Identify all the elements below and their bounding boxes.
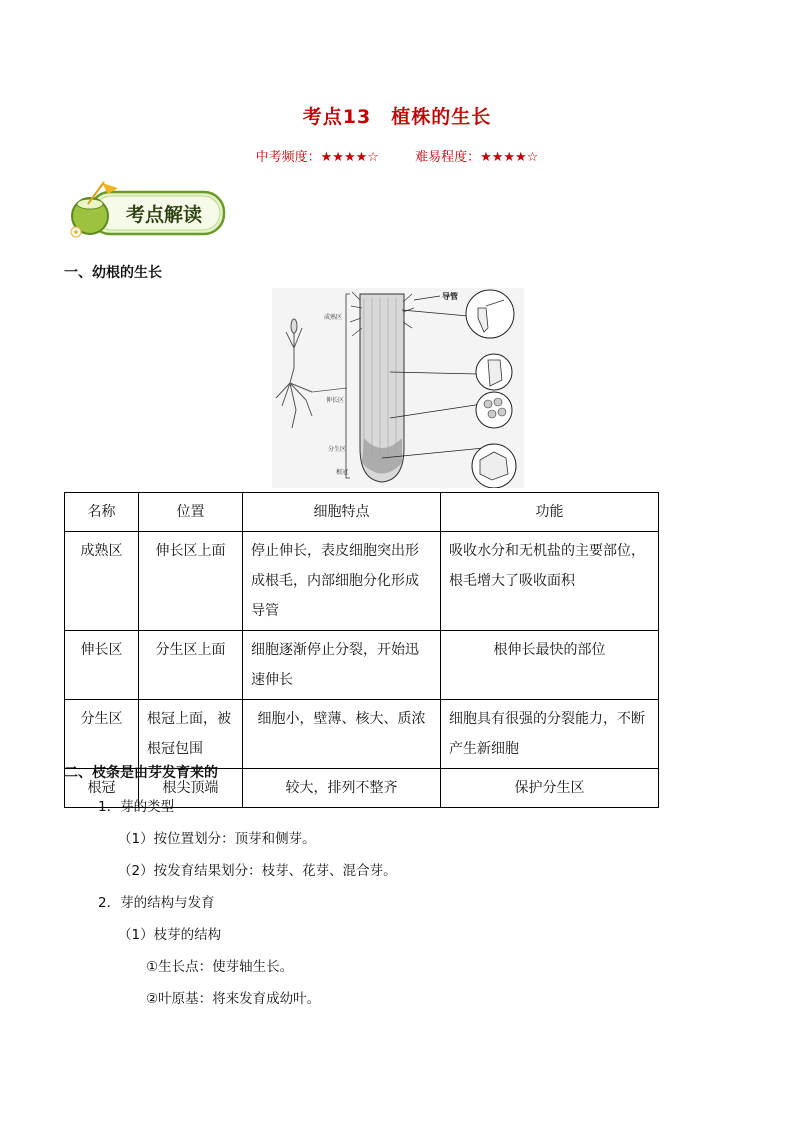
section-heading-1: 一、幼根的生长 xyxy=(64,265,162,281)
list-item: ①生长点：使芽轴生长。 xyxy=(146,959,294,975)
list-item: 1．芽的类型 xyxy=(98,799,175,815)
root-tip-diagram xyxy=(272,288,524,488)
list-item: 2．芽的结构与发育 xyxy=(98,895,215,911)
table-header-row xyxy=(65,493,659,532)
table-cell: 较大，排列不整齐 xyxy=(243,769,441,808)
difficulty-rating: 难易程度：★★★★☆ xyxy=(415,150,539,165)
kaodian-jiedu-badge xyxy=(68,180,228,242)
root-zone-table xyxy=(64,492,659,808)
table-cell: 停止伸长，表皮细胞突出形成根毛，内部细胞分化形成导管 xyxy=(243,532,441,631)
label-chengshu: 成熟区 xyxy=(324,314,343,321)
table-row xyxy=(65,700,659,769)
table-cell: 分生区 xyxy=(65,700,139,769)
table-header: 位置 xyxy=(139,493,243,532)
table-row xyxy=(65,631,659,700)
table-cell: 根尖顶端 xyxy=(139,769,243,808)
table-cell: 成熟区 xyxy=(65,532,139,631)
table-cell: 根冠 xyxy=(65,769,139,808)
section-heading-2: 二、枝条是由芽发育来的 xyxy=(64,765,218,781)
table-cell: 细胞具有很强的分裂能力，不断产生新细胞 xyxy=(441,700,659,769)
table-cell: 细胞小，壁薄、核大、质浓 xyxy=(243,700,441,769)
table-row xyxy=(65,532,659,631)
list-item: （1）枝芽的结构 xyxy=(118,927,222,943)
badge-label: 考点解读 xyxy=(125,204,203,226)
label-daoguan: 导管 xyxy=(442,292,458,301)
label-fensheng: 分生区 xyxy=(328,446,347,453)
table-cell: 细胞逐渐停止分裂，开始迅速伸长 xyxy=(243,631,441,700)
rating-line xyxy=(0,146,794,165)
table-cell: 根冠上面，被根冠包围 xyxy=(139,700,243,769)
list-item: （1）按位置划分：顶芽和侧芽。 xyxy=(118,831,316,847)
table-cell: 保护分生区 xyxy=(441,769,659,808)
table-cell: 分生区上面 xyxy=(139,631,243,700)
table-header: 功能 xyxy=(441,493,659,532)
page-title: 考点13 植株的生长 xyxy=(302,106,492,128)
list-item: （2）按发育结果划分：枝芽、花芽、混合芽。 xyxy=(118,863,397,879)
table-cell: 根伸长最快的部位 xyxy=(441,631,659,700)
table-header: 细胞特点 xyxy=(243,493,441,532)
table-cell: 伸长区上面 xyxy=(139,532,243,631)
label-shenchang: 伸长区 xyxy=(326,397,345,404)
table-header: 名称 xyxy=(65,493,139,532)
table-cell: 伸长区 xyxy=(65,631,139,700)
list-item: ②叶原基：将来发育成幼叶。 xyxy=(146,991,321,1007)
label-genguan: 根冠 xyxy=(336,469,349,476)
frequency-rating: 中考频度：★★★★☆ xyxy=(255,150,379,165)
table-cell: 吸收水分和无机盐的主要部位，根毛增大了吸收面积 xyxy=(441,532,659,631)
